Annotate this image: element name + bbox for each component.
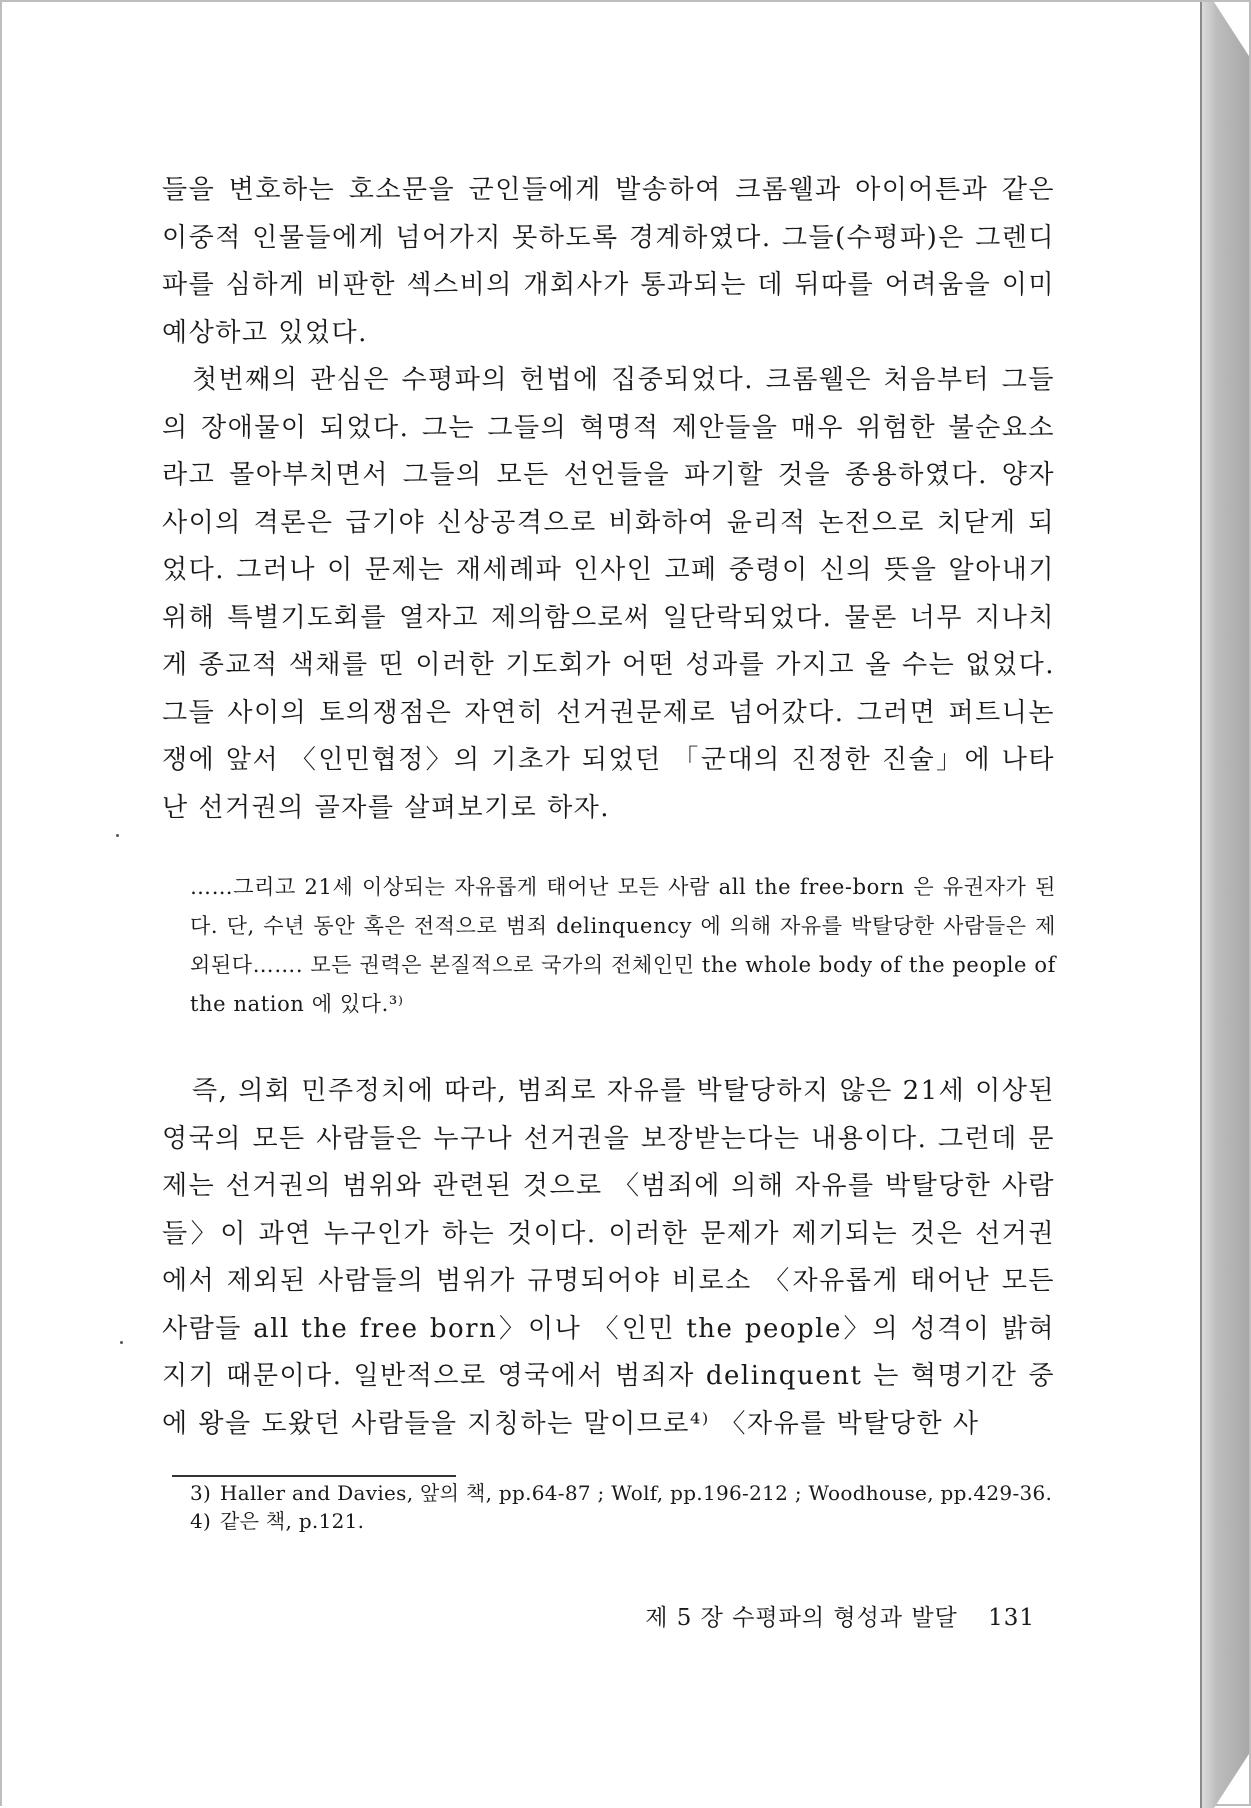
block-quote: ……그리고 21세 이상되는 자유롭게 태어난 모든 사람 all the free-born 은 유권자가 된다. 단, 수년 동안 혹은 전적으로 범죄 delinquency 에 의해 자유를 박탈당한 사람들은 제외된다……. 모든 권력은 본질적으로 국가의 전체인민 the whole body of the people of the nation 에 있다.³⁾ [190,875,1056,1016]
footnote-text: Haller and Davies, 앞의 책, pp.64-87 ; Wolf, pp.196-212 ; Woodhouse, pp.429-36. [220,1481,1053,1505]
body-paragraph-1: 들을 변호하는 호소문을 군인들에게 발송하여 크롬웰과 아이어튼과 같은 이중적 인물들에게 넘어가지 못하도록 경계하였다. 그들(수평파)은 그렌디파를 심하게 비판한 섹스비의 개회사가 통과되는 데 뒤따를 어려움을 이미 예상하고 있었다. [162,175,1055,348]
footnotes [190,1479,1056,1535]
body-paragraph-3: 즉, 의회 민주정치에 따라, 범죄로 자유를 박탈당하지 않은 21세 이상된 영국의 모든 사람들은 누구나 선거권을 보장받는다는 내용이다. 그런데 문제는 선거권의 범위와 관련된 것으로 〈범죄에 의해 자유를 박탈당한 사람들〉이 과연 누구인가 하는 것이다. 이러한 문제가 제기되는 것은 선거권에서 제외된 사람들의 범위가 규명되어야 비로소 〈자유롭게 태어난 모든 사람들 all the free born〉이나 〈인민 the people〉의 성격이 밝혀지기 때문이다. 일반적으로 영국에서 범죄자 delinquent 는 혁명기간 중에 왕을 도왔던 사람들을 지칭하는 말이므로⁴⁾ 〈자유를 박탈당한 사 [162,1076,1055,1439]
scan-speck [120,1341,123,1344]
footnote-number: 4) [190,1509,212,1533]
chapter-title: 제 5 장 수평파의 형성과 발달 [645,1605,958,1631]
running-footer [645,1599,1035,1632]
footnote-3 [190,1479,1056,1507]
page-edge-shadow [1199,2,1249,1808]
book-page [2,2,1202,1808]
footnote-number: 3) [190,1481,212,1505]
scan-speck [116,834,119,837]
footnote-text: 같은 책, p.121. [220,1509,365,1533]
footnote-4 [190,1507,1056,1535]
body-paragraph-2: 첫번째의 관심은 수평파의 헌법에 집중되었다. 크롬웰은 처음부터 그들의 장애물이 되었다. 그는 그들의 혁명적 제안들을 매우 위험한 불순요소라고 몰아부치면서 그들의 모든 선언들을 파기할 것을 종용하였다. 양자 사이의 격론은 급기야 신상공격으로 비화하여 윤리적 논전으로 치닫게 되었다. 그러나 이 문제는 재세례파 인사인 고페 중령이 신의 뜻을 알아내기 위해 특별기도회를 열자고 제의함으로써 일단락되었다. 물론 너무 지나치게 종교적 색채를 띤 이러한 기도회가 어떤 성과를 가지고 올 수는 없었다. 그들 사이의 토의쟁점은 자연히 선거권문제로 넘어갔다. 그러면 퍼트니논쟁에 앞서 〈인민협정〉의 기초가 되었던 「군대의 진정한 진술」에 나타난 선거권의 골자를 살펴보기로 하자. [162,365,1055,823]
page-number: 131 [988,1605,1035,1631]
footnote-rule [172,1475,456,1477]
